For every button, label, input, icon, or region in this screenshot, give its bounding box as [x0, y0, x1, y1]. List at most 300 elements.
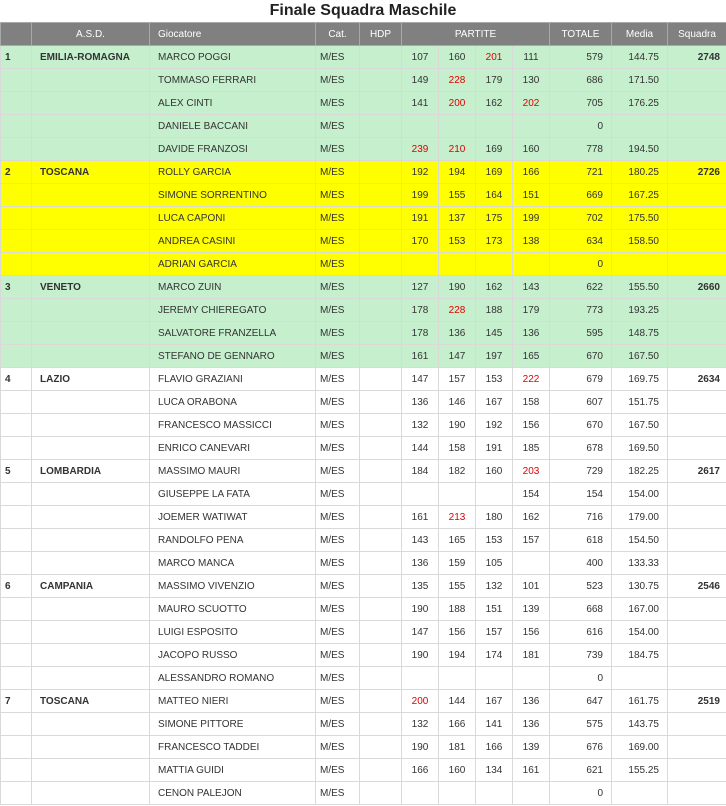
header-row: [1, 23, 726, 46]
player-category: M/ES: [316, 207, 360, 230]
game-score: 160: [439, 46, 476, 69]
team-position: [1, 644, 32, 667]
player-category: M/ES: [316, 230, 360, 253]
header-totale: TOTALE: [550, 23, 612, 46]
game-score: 137: [439, 207, 476, 230]
game-score: 180: [476, 506, 513, 529]
header-cat: Cat.: [316, 23, 360, 46]
team-total: 2519: [668, 690, 726, 713]
player-average: [612, 667, 668, 690]
game-score: [513, 253, 550, 276]
game-score: [513, 782, 550, 805]
game-score: 181: [513, 644, 550, 667]
player-average: 175.50: [612, 207, 668, 230]
player-total: 0: [550, 253, 612, 276]
team-name: [32, 253, 150, 276]
game-score: [476, 667, 513, 690]
header-hdp: HDP: [360, 23, 402, 46]
team-position: [1, 207, 32, 230]
game-score: 200: [439, 92, 476, 115]
game-score: 156: [513, 621, 550, 644]
game-score: 154: [513, 483, 550, 506]
game-score: 203: [513, 460, 550, 483]
player-category: M/ES: [316, 759, 360, 782]
game-score: 153: [439, 230, 476, 253]
player-hdp: [360, 713, 402, 736]
player-total: 716: [550, 506, 612, 529]
team-name: [32, 437, 150, 460]
game-score: 146: [439, 391, 476, 414]
player-total: 595: [550, 322, 612, 345]
player-average: 169.75: [612, 368, 668, 391]
game-score: [476, 483, 513, 506]
table-row: [1, 460, 726, 483]
table-row: [1, 575, 726, 598]
team-total: [668, 437, 726, 460]
player-hdp: [360, 46, 402, 69]
team-total: 2748: [668, 46, 726, 69]
player-category: M/ES: [316, 552, 360, 575]
table-row: [1, 667, 726, 690]
team-position: [1, 391, 32, 414]
player-average: 167.50: [612, 414, 668, 437]
table-row: [1, 115, 726, 138]
game-score: 199: [513, 207, 550, 230]
team-position: [1, 299, 32, 322]
game-score: [402, 483, 439, 506]
player-average: 133.33: [612, 552, 668, 575]
game-score: 153: [476, 529, 513, 552]
table-row: [1, 299, 726, 322]
team-name: [32, 621, 150, 644]
player-name: GIUSEPPE LA FATA: [150, 483, 316, 506]
player-total: 523: [550, 575, 612, 598]
player-total: 618: [550, 529, 612, 552]
player-name: MATTIA GUIDI: [150, 759, 316, 782]
team-name: [32, 759, 150, 782]
player-name: FRANCESCO TADDEI: [150, 736, 316, 759]
player-hdp: [360, 414, 402, 437]
game-score: 158: [439, 437, 476, 460]
team-name: TOSCANA: [32, 161, 150, 184]
game-score: 190: [439, 414, 476, 437]
game-score: 157: [439, 368, 476, 391]
player-category: M/ES: [316, 506, 360, 529]
team-name: [32, 115, 150, 138]
player-name: SIMONE PITTORE: [150, 713, 316, 736]
player-average: 180.25: [612, 161, 668, 184]
team-total: [668, 322, 726, 345]
table-row: [1, 368, 726, 391]
player-total: 702: [550, 207, 612, 230]
team-total: 2617: [668, 460, 726, 483]
player-name: JACOPO RUSSO: [150, 644, 316, 667]
game-score: 192: [476, 414, 513, 437]
player-category: M/ES: [316, 322, 360, 345]
results-body: [1, 46, 726, 805]
team-name: [32, 529, 150, 552]
team-total: [668, 713, 726, 736]
table-row: [1, 529, 726, 552]
player-total: 400: [550, 552, 612, 575]
game-score: [402, 253, 439, 276]
team-total: [668, 391, 726, 414]
game-score: 179: [476, 69, 513, 92]
team-total: [668, 667, 726, 690]
game-score: 143: [402, 529, 439, 552]
game-score: 132: [476, 575, 513, 598]
player-category: M/ES: [316, 575, 360, 598]
player-hdp: [360, 598, 402, 621]
player-name: MASSIMO VIVENZIO: [150, 575, 316, 598]
team-total: [668, 345, 726, 368]
game-score: 178: [402, 322, 439, 345]
player-hdp: [360, 460, 402, 483]
game-score: 197: [476, 345, 513, 368]
game-score: 161: [402, 345, 439, 368]
player-total: 721: [550, 161, 612, 184]
team-position: 4: [1, 368, 32, 391]
player-average: 130.75: [612, 575, 668, 598]
game-score: [439, 782, 476, 805]
player-total: 669: [550, 184, 612, 207]
table-row: [1, 414, 726, 437]
game-score: 136: [513, 713, 550, 736]
player-category: M/ES: [316, 391, 360, 414]
table-row: [1, 207, 726, 230]
table-row: [1, 345, 726, 368]
team-position: [1, 115, 32, 138]
player-category: M/ES: [316, 690, 360, 713]
game-score: 156: [439, 621, 476, 644]
player-category: M/ES: [316, 437, 360, 460]
player-name: STEFANO DE GENNARO: [150, 345, 316, 368]
game-score: 162: [476, 92, 513, 115]
player-category: M/ES: [316, 253, 360, 276]
team-position: [1, 345, 32, 368]
player-category: M/ES: [316, 115, 360, 138]
player-category: M/ES: [316, 368, 360, 391]
team-name: LOMBARDIA: [32, 460, 150, 483]
game-score: 157: [513, 529, 550, 552]
table-row: [1, 736, 726, 759]
header-player: Giocatore: [150, 23, 316, 46]
player-hdp: [360, 230, 402, 253]
table-row: [1, 69, 726, 92]
team-name: [32, 506, 150, 529]
player-hdp: [360, 483, 402, 506]
player-total: 676: [550, 736, 612, 759]
game-score: 200: [402, 690, 439, 713]
team-name: [32, 69, 150, 92]
team-position: [1, 506, 32, 529]
player-hdp: [360, 552, 402, 575]
table-row: [1, 253, 726, 276]
team-total: [668, 782, 726, 805]
team-position: [1, 414, 32, 437]
page-title: Finale Squadra Maschile: [269, 2, 457, 19]
game-score: 105: [476, 552, 513, 575]
game-score: [439, 253, 476, 276]
team-name: CAMPANIA: [32, 575, 150, 598]
player-hdp: [360, 299, 402, 322]
game-score: 166: [513, 161, 550, 184]
team-total: [668, 115, 726, 138]
game-score: 144: [439, 690, 476, 713]
player-name: ROLLY GARCIA: [150, 161, 316, 184]
team-position: [1, 736, 32, 759]
table-row: [1, 230, 726, 253]
player-category: M/ES: [316, 782, 360, 805]
table-row: [1, 391, 726, 414]
player-average: 167.25: [612, 184, 668, 207]
player-name: FLAVIO GRAZIANI: [150, 368, 316, 391]
player-hdp: [360, 69, 402, 92]
game-score: [439, 483, 476, 506]
table-row: [1, 644, 726, 667]
player-name: ANDREA CASINI: [150, 230, 316, 253]
game-score: 136: [513, 690, 550, 713]
game-score: 162: [513, 506, 550, 529]
player-hdp: [360, 276, 402, 299]
team-total: 2634: [668, 368, 726, 391]
game-score: 144: [402, 437, 439, 460]
game-score: 136: [439, 322, 476, 345]
player-average: [612, 782, 668, 805]
team-total: [668, 230, 726, 253]
header-squadra: Squadra: [668, 23, 726, 46]
team-total: [668, 483, 726, 506]
player-name: ENRICO CANEVARI: [150, 437, 316, 460]
player-name: MARCO MANCA: [150, 552, 316, 575]
game-score: 239: [402, 138, 439, 161]
player-category: M/ES: [316, 414, 360, 437]
team-total: 2726: [668, 161, 726, 184]
player-total: 622: [550, 276, 612, 299]
team-position: [1, 598, 32, 621]
team-name: [32, 782, 150, 805]
game-score: 138: [513, 230, 550, 253]
player-name: DAVIDE FRANZOSI: [150, 138, 316, 161]
player-category: M/ES: [316, 69, 360, 92]
player-average: 155.25: [612, 759, 668, 782]
team-name: [32, 138, 150, 161]
game-score: 210: [439, 138, 476, 161]
player-total: 705: [550, 92, 612, 115]
team-position: [1, 230, 32, 253]
player-hdp: [360, 184, 402, 207]
game-score: 111: [513, 46, 550, 69]
header-pos: [1, 23, 32, 46]
team-position: 2: [1, 161, 32, 184]
game-score: 182: [439, 460, 476, 483]
team-total: [668, 529, 726, 552]
game-score: 101: [513, 575, 550, 598]
team-name: [32, 92, 150, 115]
team-name: [32, 483, 150, 506]
game-score: 166: [476, 736, 513, 759]
team-position: 1: [1, 46, 32, 69]
player-category: M/ES: [316, 276, 360, 299]
team-name: LAZIO: [32, 368, 150, 391]
player-average: 184.75: [612, 644, 668, 667]
team-position: 6: [1, 575, 32, 598]
game-score: 162: [476, 276, 513, 299]
game-score: 132: [402, 414, 439, 437]
player-name: FRANCESCO MASSICCI: [150, 414, 316, 437]
game-score: [513, 552, 550, 575]
game-score: 201: [476, 46, 513, 69]
team-name: [32, 391, 150, 414]
table-row: [1, 506, 726, 529]
team-position: 7: [1, 690, 32, 713]
team-position: [1, 437, 32, 460]
game-score: 134: [476, 759, 513, 782]
player-name: LUCA CAPONI: [150, 207, 316, 230]
table-row: [1, 92, 726, 115]
game-score: 159: [439, 552, 476, 575]
game-score: 136: [402, 391, 439, 414]
player-category: M/ES: [316, 184, 360, 207]
player-name: JEREMY CHIEREGATO: [150, 299, 316, 322]
team-position: [1, 184, 32, 207]
game-score: 135: [402, 575, 439, 598]
player-average: 171.50: [612, 69, 668, 92]
player-hdp: [360, 644, 402, 667]
game-score: 179: [513, 299, 550, 322]
team-position: [1, 552, 32, 575]
player-hdp: [360, 345, 402, 368]
game-score: 141: [476, 713, 513, 736]
player-total: 154: [550, 483, 612, 506]
player-total: 778: [550, 138, 612, 161]
player-hdp: [360, 506, 402, 529]
team-position: [1, 138, 32, 161]
team-name: [32, 345, 150, 368]
team-total: [668, 644, 726, 667]
game-score: 139: [513, 598, 550, 621]
player-total: 0: [550, 115, 612, 138]
player-average: 182.25: [612, 460, 668, 483]
player-category: M/ES: [316, 460, 360, 483]
player-hdp: [360, 782, 402, 805]
team-name: VENETO: [32, 276, 150, 299]
player-category: M/ES: [316, 299, 360, 322]
game-score: 166: [402, 759, 439, 782]
player-hdp: [360, 667, 402, 690]
table-row: [1, 161, 726, 184]
team-position: 5: [1, 460, 32, 483]
game-score: 228: [439, 69, 476, 92]
team-position: [1, 483, 32, 506]
team-total: [668, 598, 726, 621]
player-hdp: [360, 759, 402, 782]
player-hdp: [360, 690, 402, 713]
team-total: [668, 552, 726, 575]
game-score: 156: [513, 414, 550, 437]
game-score: [439, 115, 476, 138]
player-name: DANIELE BACCANI: [150, 115, 316, 138]
team-name: [32, 299, 150, 322]
game-score: 155: [439, 184, 476, 207]
player-average: 148.75: [612, 322, 668, 345]
team-position: [1, 322, 32, 345]
player-category: M/ES: [316, 736, 360, 759]
game-score: 165: [513, 345, 550, 368]
game-score: 127: [402, 276, 439, 299]
game-score: 190: [439, 276, 476, 299]
player-total: 607: [550, 391, 612, 414]
player-total: 0: [550, 782, 612, 805]
player-average: 169.00: [612, 736, 668, 759]
player-name: JOEMER WATIWAT: [150, 506, 316, 529]
game-score: 158: [513, 391, 550, 414]
table-row: [1, 552, 726, 575]
game-score: 167: [476, 391, 513, 414]
player-total: 634: [550, 230, 612, 253]
player-average: 154.00: [612, 483, 668, 506]
game-score: 160: [513, 138, 550, 161]
results-table: [0, 22, 726, 805]
player-name: TOMMASO FERRARI: [150, 69, 316, 92]
header-media: Media: [612, 23, 668, 46]
player-average: [612, 253, 668, 276]
player-category: M/ES: [316, 713, 360, 736]
team-position: [1, 529, 32, 552]
game-score: [402, 115, 439, 138]
game-score: 192: [402, 161, 439, 184]
player-hdp: [360, 437, 402, 460]
team-position: [1, 782, 32, 805]
team-name: [32, 207, 150, 230]
player-total: 616: [550, 621, 612, 644]
table-row: [1, 483, 726, 506]
player-average: [612, 115, 668, 138]
team-total: 2660: [668, 276, 726, 299]
table-row: [1, 46, 726, 69]
player-hdp: [360, 621, 402, 644]
team-name: [32, 713, 150, 736]
game-score: 136: [513, 322, 550, 345]
player-category: M/ES: [316, 483, 360, 506]
player-category: M/ES: [316, 345, 360, 368]
game-score: 191: [476, 437, 513, 460]
player-category: M/ES: [316, 598, 360, 621]
team-position: [1, 759, 32, 782]
team-name: [32, 322, 150, 345]
player-hdp: [360, 391, 402, 414]
game-score: 132: [402, 713, 439, 736]
game-score: 173: [476, 230, 513, 253]
player-hdp: [360, 161, 402, 184]
player-category: M/ES: [316, 621, 360, 644]
team-total: [668, 506, 726, 529]
game-score: 151: [476, 598, 513, 621]
player-hdp: [360, 736, 402, 759]
player-category: M/ES: [316, 644, 360, 667]
game-score: 147: [402, 621, 439, 644]
game-score: 190: [402, 598, 439, 621]
game-score: 139: [513, 736, 550, 759]
player-category: M/ES: [316, 161, 360, 184]
team-total: [668, 299, 726, 322]
game-score: 145: [476, 322, 513, 345]
game-score: 194: [439, 644, 476, 667]
team-total: [668, 621, 726, 644]
player-hdp: [360, 322, 402, 345]
game-score: [513, 115, 550, 138]
game-score: [402, 667, 439, 690]
